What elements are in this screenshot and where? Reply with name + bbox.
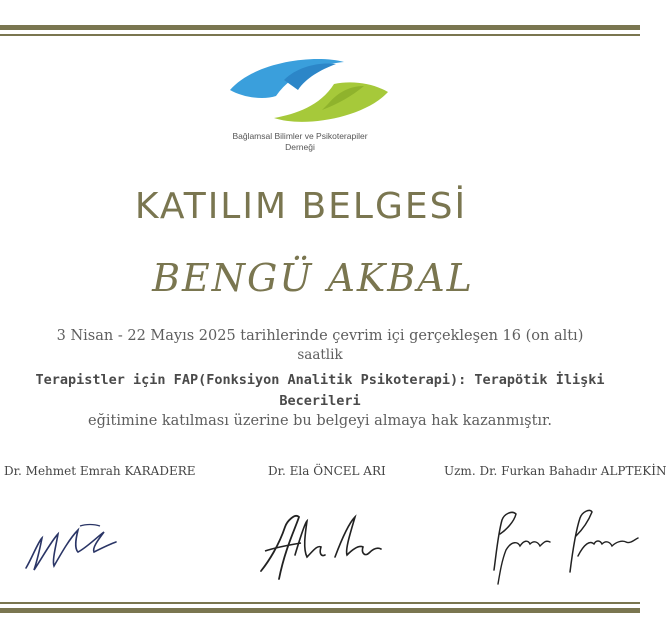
top-border-thin <box>0 34 640 36</box>
certificate-title: KATILIM BELGESİ <box>134 186 468 227</box>
body-text-line1: 3 Nisan - 22 Mayıs 2025 tarihlerinde çevrim içi gerçekleşen 16 (on altı) <box>56 328 584 344</box>
bottom-border-thin <box>0 602 640 604</box>
organization-name-line2: Derneği <box>285 142 315 152</box>
organization-name-line1: Bağlamsal Bilimler ve Psikoterapiler <box>232 131 368 141</box>
recipient-name: BENGÜ AKBAL <box>152 256 474 300</box>
association-logo <box>224 56 394 128</box>
signature-2 <box>255 505 385 585</box>
course-title-line2: Becerileri <box>279 393 361 409</box>
signature-3 <box>484 500 640 586</box>
body-text-line2: saatlik <box>297 347 343 363</box>
signatory-name-2: Dr. Ela ÖNCEL ARI <box>268 464 386 478</box>
top-border-thick <box>0 25 640 30</box>
signatory-name-1: Dr. Mehmet Emrah KARADERE <box>4 464 196 478</box>
course-title-line1: Terapistler için FAP(Fonksiyon Analitik Psikoterapi): Terapötik İlişki <box>35 372 605 388</box>
signature-1 <box>22 508 122 578</box>
signatory-name-3: Uzm. Dr. Furkan Bahadır ALPTEKİN <box>444 464 666 478</box>
body-text-line3: eğitimine katılması üzerine bu belgeyi almaya hak kazanmıştır. <box>88 413 552 429</box>
bottom-border-thick <box>0 608 640 613</box>
